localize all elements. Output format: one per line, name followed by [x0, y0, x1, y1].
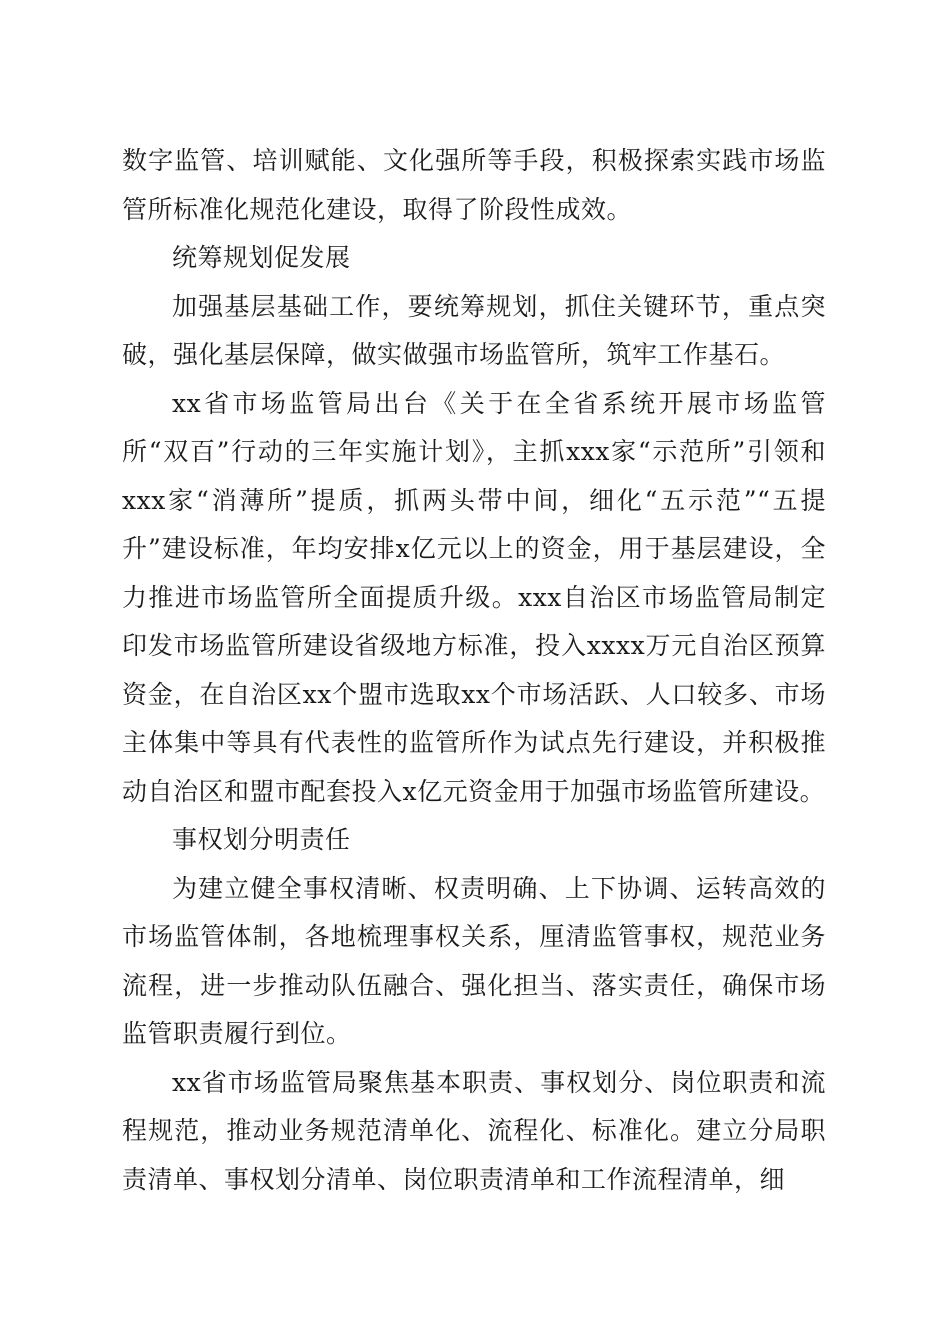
section-heading-overall-planning: 统筹规划促发展 — [172, 243, 351, 272]
paragraph: xx省市场监管局聚焦基本职责、事权划分、岗位职责和流程规范，推动业务规范清单化、流程化、标准化。建立分局职责清单、事权划分清单、岗位职责清单和工作流程清单，细 — [122, 1067, 826, 1194]
paragraph: 加强基层基础工作，要统筹规划，抓住关键环节，重点突破，强化基层保障，做实做强市场监管所，筑牢工作基石。 — [122, 291, 826, 369]
paragraph: 为建立健全事权清晰、权责明确、上下协调、运转高效的市场监管体制，各地梳理事权关系，厘清监管事权，规范业务流程，进一步推动队伍融合、强化担当、落实责任，确保市场监管职责履行到位。 — [122, 873, 826, 1048]
document-body — [122, 137, 826, 1204]
paragraph-continuation: 数字监管、培训赋能、文化强所等手段，积极探索实践市场监管所标准化规范化建设，取得了阶段性成效。 — [122, 146, 826, 224]
paragraph: xx省市场监管局出台《关于在全省系统开展市场监管所“双百”行动的三年实施计划》，主抓xxx家“示范所”引领和xxx家“消薄所”提质，抓两头带中间，细化“五示范”“五提升”建设标准，年均安排x亿元以上的资金，用于基层建设，全力推进市场监管所全面提质升级。xxx自治区市场监管局制定印发市场监管所建设省级地方标准，投入xxxx万元自治区预算资金，在自治区xx个盟市选取xx个市场活跃、人口较多、市场主体集中等具有代表性的监管所作为试点先行建设，并积极推动自治区和盟市配套投入x亿元资金用于加强市场监管所建设。 — [122, 388, 826, 806]
section-heading-responsibility-division: 事权划分明责任 — [172, 825, 351, 854]
